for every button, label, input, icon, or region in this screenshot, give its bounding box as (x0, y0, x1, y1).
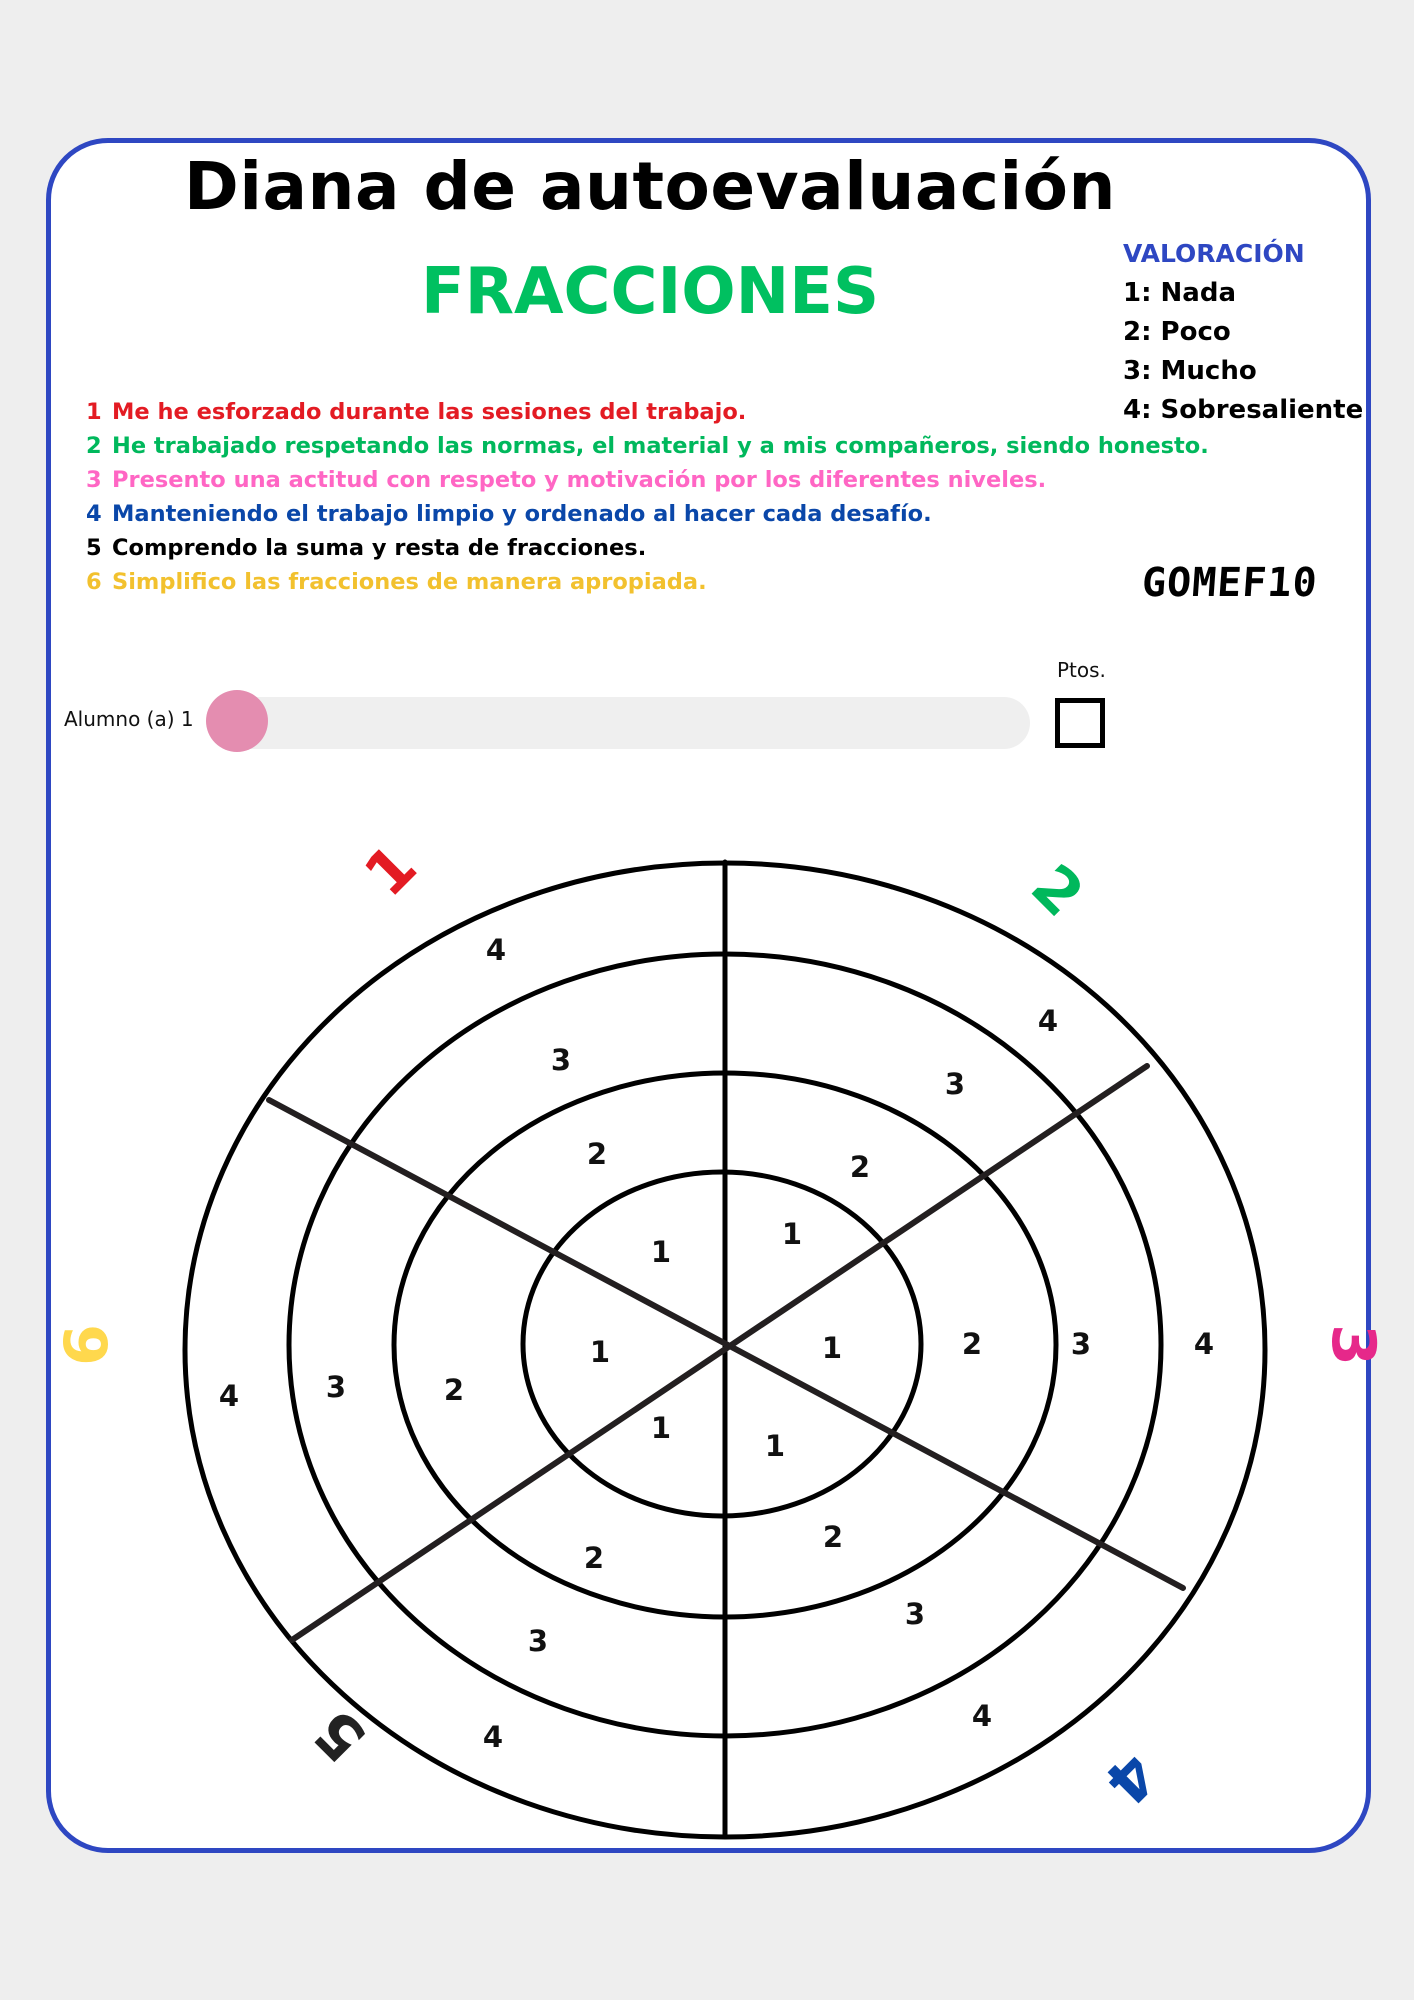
rating-legend-item: 2: Poco (1123, 317, 1231, 347)
score-label: 4 (485, 933, 507, 967)
score-label: 1 (650, 1235, 672, 1269)
criterion-number: 3 (86, 467, 102, 493)
score-label: 3 (550, 1043, 572, 1077)
criterion-text: Manteniendo el trabajo limpio y ordenado al hacer cada desafío. (112, 501, 932, 527)
score-label: 4 (1193, 1327, 1215, 1361)
ring-score-labels (219, 933, 1214, 1754)
criterion-text: Me he esforzado durante las sesiones del trabajo. (112, 399, 747, 425)
rating-legend-item: 1: Nada (1123, 278, 1237, 308)
criterion-number: 6 (86, 569, 102, 595)
criterion-number: 4 (86, 501, 102, 527)
score-label: 2 (586, 1137, 608, 1171)
score-label: 2 (583, 1541, 605, 1575)
section-label-5: 5 (301, 1695, 381, 1775)
score-label: 1 (650, 1411, 672, 1445)
author-signature: GOMEF10 (1140, 560, 1320, 606)
score-label: 4 (482, 1720, 504, 1754)
criterion-text: Presento una actitud con respeto y motivación por los diferentes niveles. (112, 467, 1047, 493)
page-subtitle: FRACCIONES (420, 255, 880, 329)
score-label: 1 (589, 1335, 611, 1369)
score-label: 2 (822, 1520, 844, 1554)
score-label: 1 (764, 1429, 786, 1463)
score-label: 4 (971, 1699, 993, 1733)
score-label: 1 (821, 1331, 843, 1365)
criterion-number: 2 (86, 433, 102, 459)
section-label-2: 2 (1017, 851, 1097, 931)
section-label-4: 4 (1090, 1738, 1170, 1818)
rating-legend-item: 4: Sobresaliente (1123, 395, 1364, 425)
score-label: 4 (218, 1379, 240, 1413)
rating-legend-heading: VALORACIÓN (1123, 239, 1305, 268)
section-label-3: 3 (1318, 1324, 1388, 1366)
rating-legend-item: 3: Mucho (1123, 356, 1257, 386)
criterion-number: 1 (86, 399, 102, 425)
score-label: 3 (527, 1624, 549, 1658)
divider-diagonal-up (292, 1066, 1147, 1640)
criterion-text: Simplifico las fracciones de manera apropiada. (112, 569, 707, 595)
student-label: Alumno (a) 1 (64, 707, 194, 731)
score-label: 2 (849, 1150, 871, 1184)
section-label-6: 6 (52, 1324, 122, 1366)
score-label: 4 (1037, 1004, 1059, 1038)
score-label: 3 (325, 1370, 347, 1404)
score-label: 3 (1070, 1327, 1092, 1361)
score-label: 3 (904, 1597, 926, 1631)
points-label: Ptos. (1057, 658, 1106, 682)
score-label: 2 (443, 1373, 465, 1407)
score-label: 3 (944, 1067, 966, 1101)
score-label: 1 (781, 1217, 803, 1251)
criterion-text: Comprendo la suma y resta de fracciones. (112, 535, 647, 561)
score-label: 2 (961, 1327, 983, 1361)
page-title: Diana de autoevaluación (184, 148, 1116, 225)
criterion-number: 5 (86, 535, 102, 561)
section-label-1: 1 (351, 831, 431, 911)
criterion-text: He trabajado respetando las normas, el material y a mis compañeros, siendo honesto. (112, 433, 1209, 459)
section-number-labels (52, 831, 1388, 1817)
